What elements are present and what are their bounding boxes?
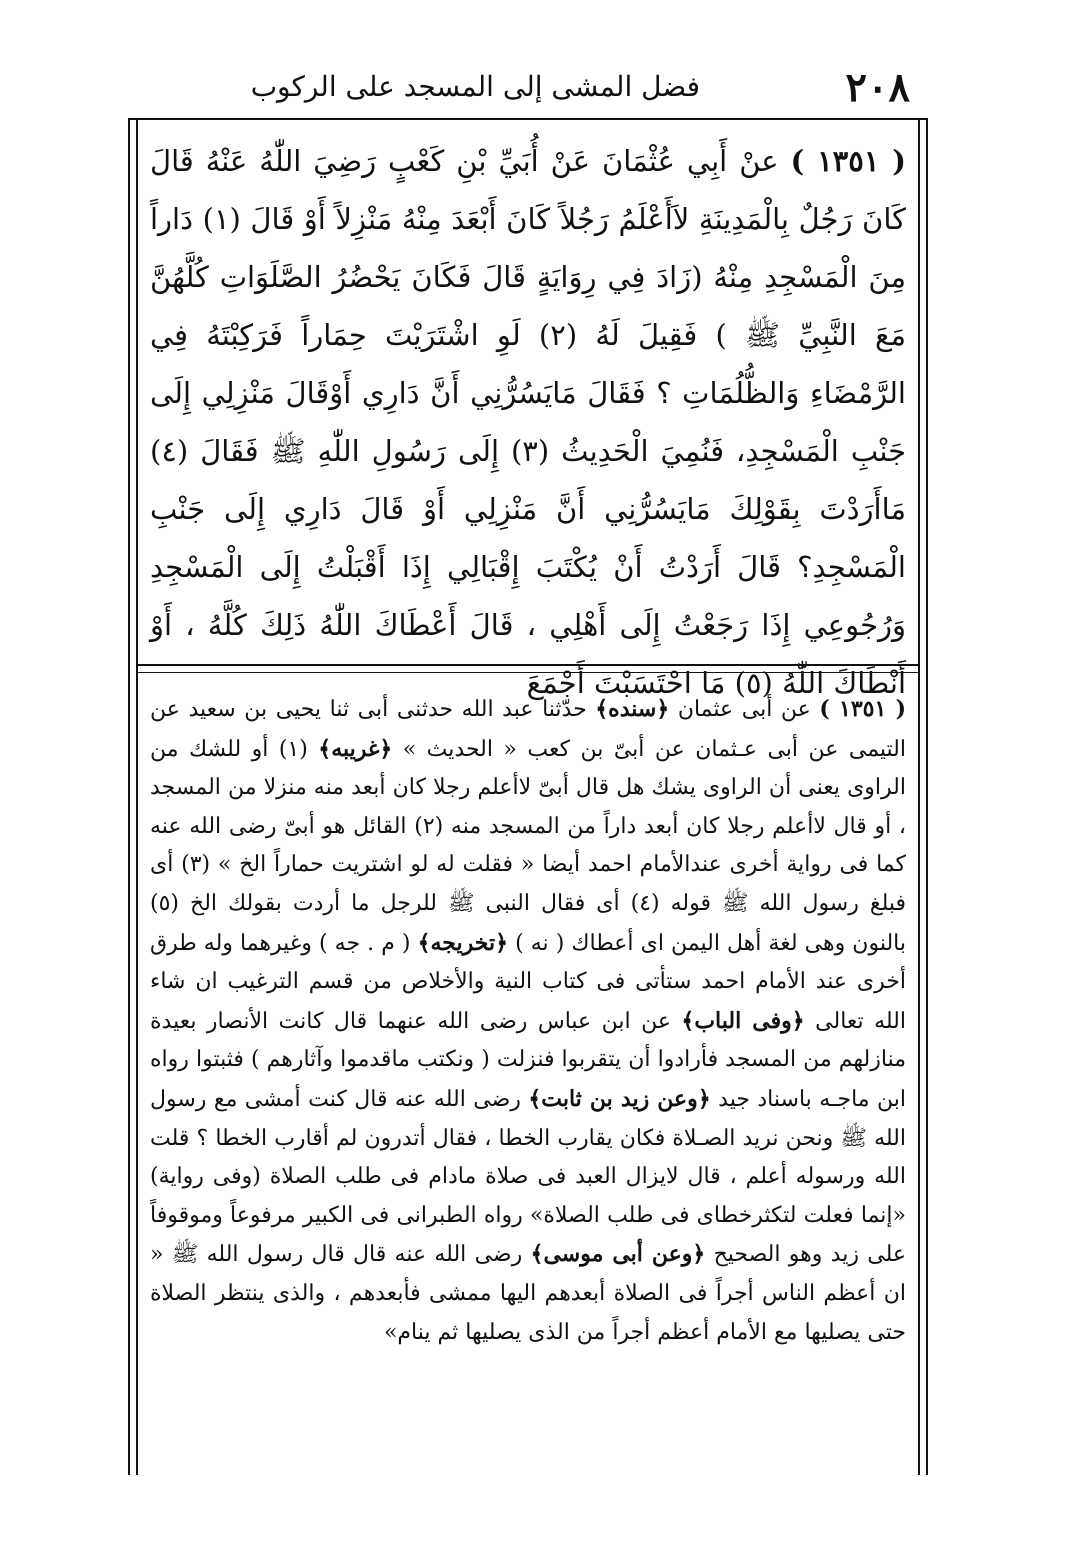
ornament-icon: ﴿	[379, 735, 393, 762]
frame-rule-left-inner	[136, 120, 138, 1475]
page-number: ٢٠٨	[845, 64, 910, 111]
frame-rule-left-outer	[128, 120, 130, 1475]
ornament-icon: ﴾	[528, 1085, 542, 1112]
section-separator	[138, 664, 920, 673]
running-header	[150, 62, 910, 114]
ornament-icon: ﴿	[656, 696, 670, 722]
gharib-text: (١) أو للشك من الراوى يعنى أن الراوى يشك هل قال أبىّ لاأعلم رجلا كان أبعد منه منزلا من المسجد ، أو قال لاأعلم رجلا كان أبعد داراً من المسجد منه (٢) القائل هو أبىّ رضى الله عنه كما فى رواية أخرى عندالأمام احمد أيضا « فقلت له لو اشتريت حماراً الخ » (٣) أى فبلغ رسول الله ﷺ قوله (٤) أى فقال النبى ﷺ للرجل ما أردت بقولك الخ (٥) بالنون وهى لغة أهل اليمن اى أعطاك ( نه )	[150, 736, 907, 956]
zayd-text: رضى الله عنه قال كنت أمشى مع رسول الله ﷺ ونحن نريد الصـلاة فكان يقارب الخطا ، فقال أتدرون لم أقارب الخطا ؟ قلت الله ورسوله أعلم ، قال لايزال العبد فى صلاة مادام فى طلب الصلاة (وفى رواية) «إنما فعلت لتكثرخطاى فى طلب الصلاة» رواه الطبرانى فى الكبير مرفوعاً وموقوفاً على زيد وهو الصحيح	[150, 1086, 907, 1268]
commentary-hadith-number: ( ١٣٥١ )	[819, 696, 906, 722]
takhrij-text: ( م . جه ) وغيرهما وله طرق أخرى عند الأمام احمد ستأتى فى كتاب النية والأخلاص من قسم الترغيب ان شاء الله تعالى	[150, 930, 906, 1034]
ornament-icon: ﴿	[697, 1085, 711, 1112]
ornament-icon: ﴾	[595, 696, 609, 722]
hadith-body: عنْ أَبِي عُثْمَانَ عَنْ أُبَيِّ بْنِ كَعْبٍ رَضِيَ اللّٰهُ عَنْهُ قَالَ كَانَ رَجُلٌ بِالْمَدِينَةِ لاَأَعْلَمُ رَجُلاً كَانَ أَبْعَدَ مِنْهُ مَنْزِلاً أَوْ قَالَ (١) دَاراً مِنَ الْمَسْجِدِ مِنْهُ (زَادَ فِي رِوَايَةٍ قَالَ فَكَانَ يَحْضُرُ الصَّلَوَاتِ كُلَّهُنَّ مَعَ النَّبِيِّ ﷺ ) فَقِيلَ لَهُ (٢) لَوِ اشْتَرَيْتَ حِمَاراً فَرَكِبْتَهُ فِي الرَّمْضَاءِ وَالظُّلُمَاتِ ؟ فَقَالَ مَايَسُرُّنِي أَنَّ دَارِي أَوْقَالَ مَنْزِلِي إِلَى جَنْبِ الْمَسْجِدِ، فَنُمِيَ الْحَدِيثُ (٣) إِلَى رَسُولِ اللّٰهِ ﷺ فَقَالَ (٤) مَاأَرَدْتَ بِقَوْلِكَ مَايَسُرُّنِي أَنَّ مَنْزِلِي أَوْ قَالَ دَارِي إِلَى جَنْبِ الْمَسْجِدِ؟ قَالَ أَرَدْتُ أَنْ يُكْتَبَ إِقْبَالِي إِذَا أَقْبَلْتُ إِلَى الْمَسْجِدِ وَرُجُوعِي إِذَا رَجَعْتُ إِلَى أَهْلِي ، قَالَ أَعْطَاكَ اللّٰهُ ذَلِكَ كُلَّهُ ، أَوْ أَنْطَاكَ اللّٰهُ (٥) مَا احْتَسَبْتَ أَجْمَعَ	[150, 144, 906, 700]
sanad-text: حدّثنا عبد الله حدثنى أبى ثنا يحيى بن سعيد عن التيمى عن أبى عـثمان عن أبىّ بن كعب « الحديث »	[150, 697, 906, 762]
ornament-icon: ﴾	[417, 929, 431, 956]
gharib-label: غريبه	[331, 735, 380, 762]
hadith-number: ( ١٣٥١ )	[790, 144, 906, 178]
musa-label: وعن أبى موسى	[543, 1241, 693, 1268]
hadith-main-text	[150, 132, 906, 712]
commentary-text	[150, 690, 906, 1352]
running-title: فضل المشى إلى المسجد على الركوب	[250, 70, 700, 103]
bab-label: وفى الباب	[694, 1007, 792, 1034]
ornament-icon: ﴾	[681, 1007, 695, 1034]
sanad-label: سنده	[608, 696, 657, 722]
musa-text: رضى الله عنه قال قال رسول الله ﷺ « ان أعظم الناس أجراً فى الصلاة أبعدهم اليها ممشى فأبعدهم ، والذى ينتظر الصلاة حتى يصليها مع الأمام أعظم أجراً من الذى يصليها ثم ينام»	[150, 1242, 906, 1345]
commentary-paragraph	[150, 690, 906, 1352]
ornament-icon: ﴿	[791, 1007, 805, 1034]
bab-text: عن ابن عباس رضى الله عنهما قال كانت الأنصار بعيدة منازلهم من المسجد فأرادوا أن يتقربوا فنزلت ( ونكتب ماقدموا وآثارهم ) فثبتوا رواه ابن ماجـه باسناد جيد	[150, 1008, 906, 1112]
hadith-paragraph	[150, 132, 906, 712]
commentary-intro: عن أبى عثمان	[677, 697, 811, 722]
takhrij-label: تخريجه	[430, 929, 496, 956]
ornament-icon: ﴿	[692, 1241, 706, 1268]
ornament-icon: ﴾	[318, 735, 332, 762]
ornament-icon: ﴾	[530, 1241, 544, 1268]
frame-rule-right-outer	[926, 120, 928, 1475]
zayd-label: وعن زيد بن ثابت	[541, 1085, 698, 1112]
frame-rule-right-inner	[918, 120, 920, 1475]
ornament-icon: ﴿	[495, 929, 508, 956]
